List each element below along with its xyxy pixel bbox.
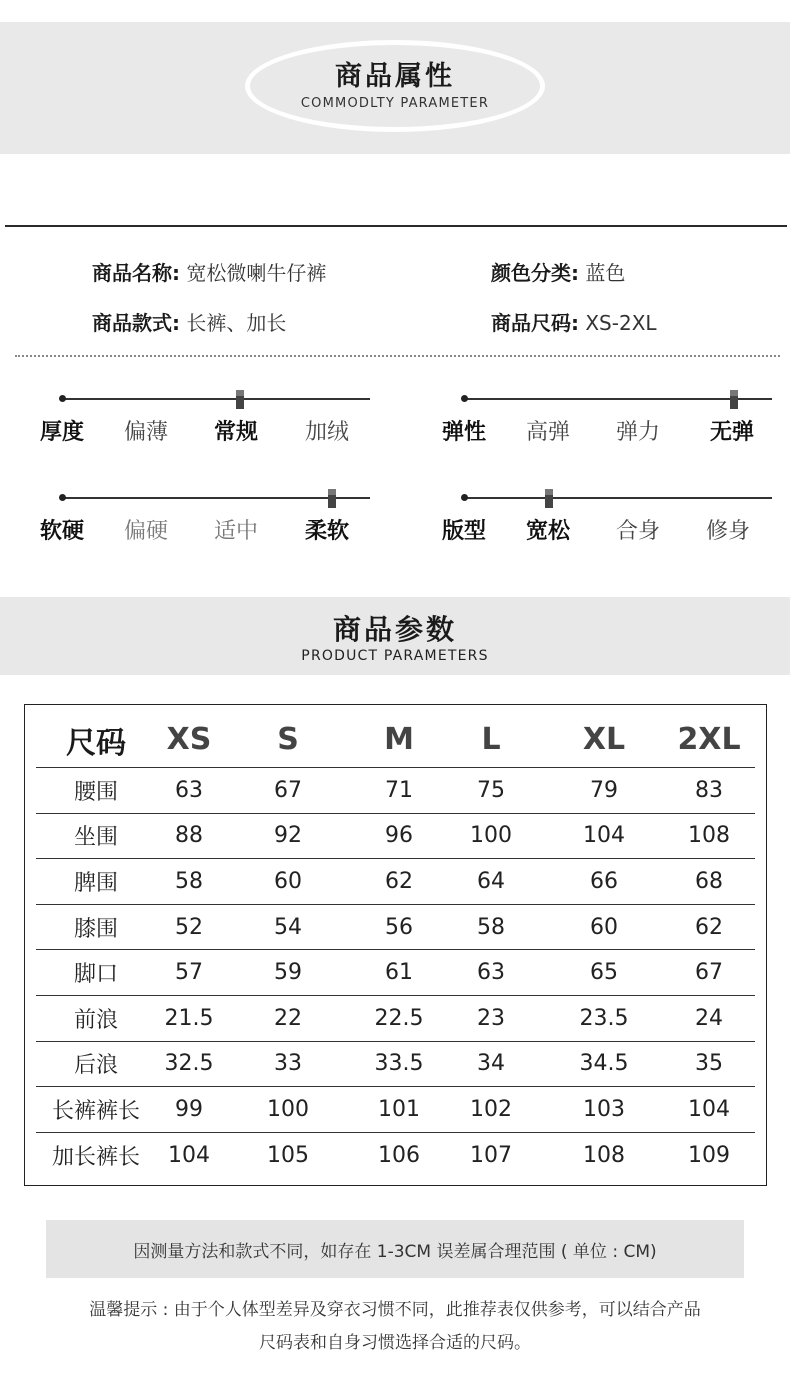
divider-dotted (15, 355, 780, 357)
table-cell: 58 (477, 914, 505, 940)
table-cell: 22 (274, 1005, 302, 1031)
scale-softness-option: 适中 (214, 519, 259, 544)
scale-track (464, 398, 772, 400)
table-cell: 60 (590, 914, 618, 940)
scale-thickness-option: 偏薄 (124, 420, 169, 445)
scale-start-dot (461, 395, 468, 402)
table-row (36, 767, 755, 813)
attributes-title: 商品属性 (335, 61, 455, 92)
table-row (36, 813, 755, 859)
table-cell: 104 (168, 1142, 210, 1168)
table-cell: 100 (267, 1096, 309, 1122)
attr-color-label: 颜色分类: (491, 261, 579, 285)
table-cell: 65 (590, 960, 618, 986)
table-cell: 108 (688, 823, 730, 849)
table-cell: 105 (267, 1142, 309, 1168)
row-label-cell: 长裤裤长 (51, 1098, 140, 1124)
table-cell: 60 (274, 868, 302, 894)
table-row (36, 949, 755, 995)
scale-elasticity-label: 弹性 (442, 420, 487, 445)
table-cell: 104 (583, 823, 625, 849)
scale-elasticity-option-selected: 无弹 (710, 420, 755, 445)
table-cell: 106 (378, 1142, 420, 1168)
table-cell: 34 (477, 1051, 505, 1077)
attr-size (491, 307, 657, 336)
scale-fit-option: 修身 (706, 519, 751, 544)
table-cell: 102 (470, 1096, 512, 1122)
scale-elasticity-option: 弹力 (616, 420, 661, 445)
table-cell: 71 (385, 777, 413, 803)
params-subtitle: PRODUCT PARAMETERS (301, 648, 489, 664)
table-row (36, 858, 755, 904)
scale-track (62, 497, 370, 499)
table-cell: 33 (274, 1051, 302, 1077)
scale-marker (328, 489, 336, 508)
scale-fit-option: 合身 (616, 519, 661, 544)
attr-name-value: 宽松微喇牛仔裤 (186, 261, 327, 285)
scale-track (62, 398, 370, 400)
table-cell: 59 (274, 960, 302, 986)
row-label-cell: 坐围 (73, 825, 118, 851)
table-cell: 64 (477, 868, 505, 894)
table-row (36, 995, 755, 1041)
scale-elasticity-option: 高弹 (526, 420, 571, 445)
table-header-cell: M (384, 722, 414, 757)
table-cell: 75 (477, 777, 505, 803)
attributes-subtitle: COMMODLTY PARAMETER (300, 96, 490, 111)
table-cell: 107 (470, 1142, 512, 1168)
attr-color-value: 蓝色 (585, 261, 626, 285)
table-cell: 61 (385, 960, 413, 986)
table-row (36, 1086, 755, 1132)
row-label-cell: 前浪 (73, 1007, 118, 1033)
table-cell: 35 (695, 1051, 723, 1077)
table-header-cell: 尺码 (66, 725, 126, 761)
table-cell: 104 (688, 1096, 730, 1122)
table-cell: 67 (274, 777, 302, 803)
table-cell: 88 (175, 823, 203, 849)
table-header-cell: XL (582, 722, 626, 757)
divider-solid (5, 225, 787, 227)
table-cell: 109 (688, 1142, 730, 1168)
scale-thickness-option: 加绒 (305, 420, 350, 445)
scale-marker (545, 489, 553, 508)
table-cell: 101 (378, 1096, 420, 1122)
table-cell: 67 (695, 960, 723, 986)
table-cell: 63 (477, 960, 505, 986)
table-cell: 54 (274, 914, 302, 940)
table-cell: 100 (470, 823, 512, 849)
scale-softness-label: 软硬 (40, 519, 85, 544)
scale-softness-option-selected: 柔软 (305, 519, 350, 544)
scale-fit-option-selected: 宽松 (526, 519, 571, 544)
table-cell: 68 (695, 868, 723, 894)
attr-size-value: XS-2XL (585, 311, 657, 335)
attr-style (92, 307, 286, 336)
table-cell: 92 (274, 823, 302, 849)
scale-marker (236, 390, 244, 409)
scale-start-dot (59, 494, 66, 501)
table-row (36, 904, 755, 950)
table-cell: 66 (590, 868, 618, 894)
attr-product-name (92, 257, 326, 286)
row-label-cell: 加长裤长 (51, 1144, 140, 1170)
tip-line-1: 温馨提示 : 由于个人体型差异及穿衣习惯不同，此推荐表仅供参考，可以结合产品 (89, 1300, 701, 1320)
table-row (36, 1041, 755, 1087)
table-cell: 22.5 (374, 1005, 424, 1031)
table-cell: 56 (385, 914, 413, 940)
row-label-cell: 脚口 (73, 962, 118, 988)
table-header-row (36, 712, 755, 767)
table-cell: 79 (590, 777, 618, 803)
table-cell: 32.5 (164, 1051, 214, 1077)
table-cell: 62 (695, 914, 723, 940)
tip-line-2: 尺码表和自身习惯选择合适的尺码。 (259, 1333, 531, 1353)
table-cell: 33.5 (374, 1051, 424, 1077)
table-cell: 34.5 (579, 1051, 629, 1077)
table-cell: 96 (385, 823, 413, 849)
attr-style-label: 商品款式: (92, 311, 180, 335)
table-cell: 62 (385, 868, 413, 894)
table-cell: 83 (695, 777, 723, 803)
attr-color (491, 257, 625, 286)
row-label-cell: 腰围 (73, 779, 118, 805)
table-cell: 23 (477, 1005, 505, 1031)
attr-size-label: 商品尺码: (491, 311, 579, 335)
table-header-cell: XS (166, 722, 212, 757)
table-cell: 99 (175, 1096, 203, 1122)
row-label-cell: 后浪 (73, 1053, 118, 1079)
scale-start-dot (461, 494, 468, 501)
measurement-note: 因测量方法和款式不同，如存在 1-3CM 误差属合理范围 ( 单位 : CM) (133, 1241, 657, 1262)
table-header-cell: S (277, 722, 299, 757)
table-cell: 63 (175, 777, 203, 803)
table-cell: 58 (175, 868, 203, 894)
scale-thickness-option-selected: 常规 (214, 420, 259, 445)
scale-thickness-label: 厚度 (40, 420, 85, 445)
scale-fit-label: 版型 (442, 519, 487, 544)
row-label-cell: 膝围 (73, 916, 118, 942)
table-cell: 24 (695, 1005, 723, 1031)
scale-start-dot (59, 395, 66, 402)
scale-softness-option: 偏硬 (124, 519, 169, 544)
attr-name-label: 商品名称: (92, 261, 180, 285)
table-header-cell: 2XL (677, 722, 741, 757)
table-cell: 52 (175, 914, 203, 940)
table-row (36, 1132, 755, 1178)
table-cell: 23.5 (579, 1005, 629, 1031)
table-cell: 57 (175, 960, 203, 986)
scale-track (464, 497, 772, 499)
table-cell: 21.5 (164, 1005, 214, 1031)
scale-marker (730, 390, 738, 409)
table-header-cell: L (481, 722, 501, 757)
table-cell: 103 (583, 1096, 625, 1122)
attr-style-value: 长裤、加长 (186, 311, 287, 335)
table-cell: 108 (583, 1142, 625, 1168)
row-label-cell: 脾围 (73, 870, 118, 896)
params-title: 商品参数 (332, 613, 457, 646)
